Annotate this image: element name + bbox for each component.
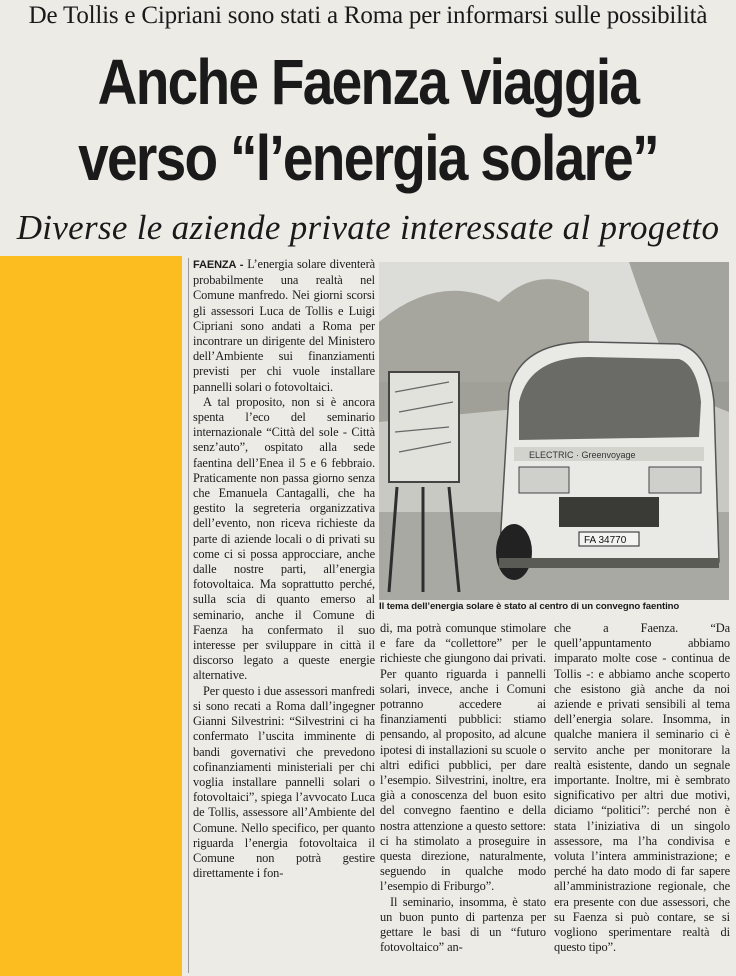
paragraph: di, ma potrà comunque stimolare e fare da “collettore” per le richieste che giungono dai privati. Per quanto riguarda i pannelli solari, invece, anche i Comuni potranno accedere ai finanziamenti pubblici: stiamo pensando, al proposito, ad alcune ipotesi di installazioni su scuole o altri edifici pubblici, per dare l’esempio. Silvestrini, inoltre, era già a conoscenza del buon esito del convegno faentino e della nostra attenzione a questo settore: ci ha stimolato a proseguire in questa direzione, naturalmente, seguendo in qualche modo l’esempio di Friburgo”.	[380, 621, 546, 894]
paragraph	[193, 257, 375, 395]
headline-line-1: Anche Faenza viaggia	[97, 46, 639, 118]
photo	[379, 262, 729, 600]
paragraph: A tal proposito, non si è ancora spenta l’eco del seminario internazionale “Città del sole - Città senz’auto”, ospitato alla sede faentina dell’Enea il 5 e 6 febbraio. Praticamente non passa giorno senza che Emanuela Cantagalli, che ha gestito la segreteria organizzativa dell’evento, non riceva richieste da parte di aziende locali o di privati su come ci si possa approcciare, anche dalle nostre parti, all’energia fotovoltaica. Ma soprattutto perché, sulla scia di quanto emerso al seminario, anche il Comune di Faenza ha confermato il suo interesse per sviluppare in città il discorso legato a queste energie alternative.	[193, 394, 375, 683]
photo-van-electric	[379, 262, 729, 600]
headline-line-2: verso “l’energia solare”	[78, 122, 658, 194]
column-3	[554, 621, 730, 973]
dateline: FAENZA -	[193, 259, 248, 271]
subhead: Diverse le aziende private interessate al progetto	[16, 208, 720, 247]
paragraph: che a Faenza. “Da quell’appuntamento abbiamo imparato molte cose - continua de Tollis -: e abbiamo anche scoperto che esistono già anche da noi aziende e privati sensibili al tema dell’energia solare. Insomma, in qualche maniera il seminario ci è servito anche per monitorare la realtà esistente, dando un segnale importante. Inoltre, mi è sembrato significativo per altri due motivi, diciamo “politici”: perché non è stata l’iniziativa di un singolo assessore, ma l’ha condivisa e voluta l’intera amministrazione; e perché ha dato modo di far sapere all’amministrazione regionale, che era presente con due assessori, che su Faenza si può contare, se si vogliono sperimentare realtà di questo tipo”.	[554, 621, 730, 955]
column-rule	[188, 258, 189, 973]
yellow-block	[0, 256, 182, 976]
column-1	[193, 257, 375, 973]
van-plate: FA 34770	[584, 535, 627, 546]
paragraph: Il seminario, insomma, è stato un buon punto di partenza per gettare le basi di un “futuro fotovoltaico” an-	[380, 894, 546, 955]
kicker: De Tollis e Cipriani sono stati a Roma per informarsi sulle possibilità	[28, 2, 708, 29]
paragraph-text: L’energia solare diventerà probabilmente una realtà nel Comune manfredo. Nei giorni scorsi gli assessori Luca de Tollis e Luigi Cipriani sono andati a Roma per incontrare un dirigente del Ministero dell’Ambiente sui finanziamenti previsti per chi vuole installare pannelli solari o fotovoltaici.	[193, 257, 375, 394]
headline	[52, 44, 685, 196]
paragraph: Per questo i due assessori manfredi si sono recati a Roma dall’ingegner Gianni Silvestrini: “Silvestrini ci ha confermato l’uscita imminente di bandi governativi che prevedono cofinanziamenti ministeriali per chi voglia installare pannelli solari o fotovoltaici”, spiega l’avvocato Luca de Tollis, assessore all’Ambiente del Comune. Nello specifico, per quanto riguarda l’energia fotovoltaica il Comune non potrà gestire direttamente i fon-	[193, 683, 375, 881]
photo-caption: Il tema dell’energia solare è stato al centro di un convegno faentino	[379, 601, 680, 612]
photo-van-lettering: ELECTRIC · Greenvoyage	[529, 450, 636, 460]
column-2	[380, 621, 546, 973]
